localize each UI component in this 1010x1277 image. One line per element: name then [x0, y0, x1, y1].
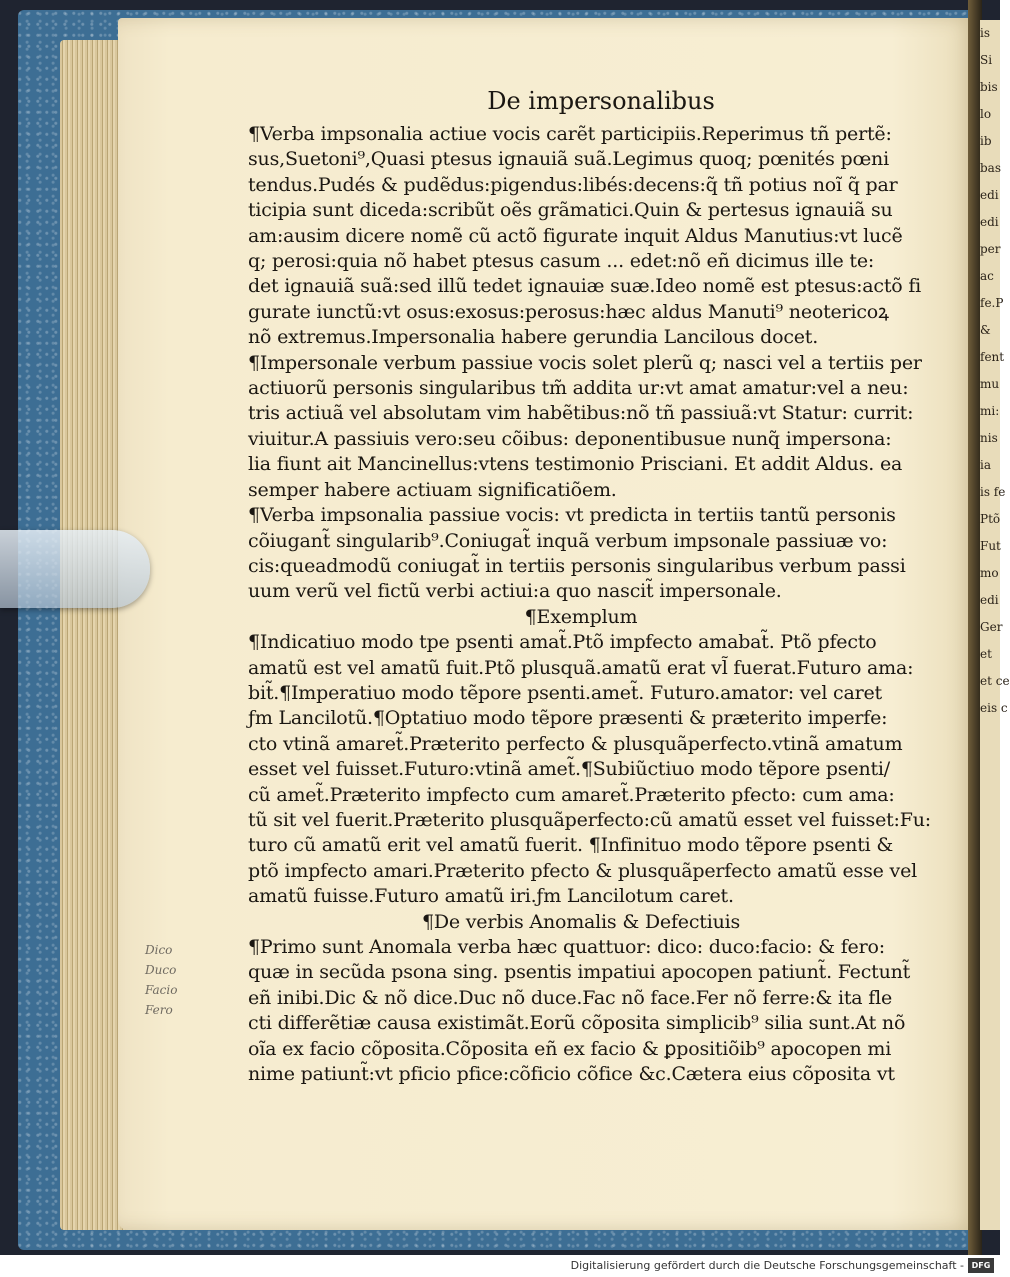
right-page-fragment: edi [980, 188, 999, 202]
right-page-fragment: fe.P [980, 296, 1004, 310]
text-line: semper habere actiuam significatiõem. [248, 478, 617, 501]
margin-note-line: Duco [145, 963, 177, 977]
right-page-fragment: bis [980, 80, 998, 94]
right-page-fragment: et ce [980, 674, 1010, 688]
margin-note-line: Fero [145, 1003, 173, 1017]
text-line: amatũ fuisse.Futuro amatũ iri.ƒm Lancilotum caret. [248, 885, 734, 908]
running-head: De impersonalibus [487, 87, 715, 115]
text-line: quæ in secũda psona sing. psentis impatiui apocopen patiunt̃. Fectunt̃ [248, 961, 911, 984]
text-line: tris actiuã vel absolutam vim habẽtibus:nõ tñ passiuã:vt Statur: currit: [248, 402, 914, 425]
text-line: uum verũ vel fictũ verbi actiui:a quo nascit̃ impersonale. [248, 580, 782, 603]
dfg-logo: DFG [968, 1258, 994, 1273]
page-text-block [248, 84, 931, 1087]
text-line: amatũ est vel amatũ fuit.Ptõ plusquã.amatũ erat vl̃ fuerat.Futuro ama: [248, 656, 914, 679]
right-page-fragment: mu [980, 377, 1000, 391]
right-page-fragment: Ger [980, 620, 1003, 634]
text-line: ¶Verba impsonalia actiue vocis carẽt participiis.Reperimus tñ pertẽ: [248, 123, 892, 145]
text-line: ¶Indicatiuo modo tpe psenti amat̃.Ptõ impfecto amabat̃. Ptõ pfecto [248, 631, 877, 654]
right-page-fragment: et [980, 647, 992, 661]
text-line: viuitur.A passiuis vero:seu cõibus: deponentibusue nunq̃ impersona: [248, 427, 892, 450]
right-page-fragment: bas [980, 161, 1001, 175]
right-page-fragment: mi: [980, 404, 1000, 418]
right-page-fragment: ia [980, 458, 991, 472]
margin-note-line: Dico [145, 943, 173, 957]
right-page-fragment: edi [980, 593, 999, 607]
right-page-fragment: ac [980, 269, 994, 283]
right-page-fragment: fent [980, 350, 1005, 364]
text-line: nime patiunt̃:vt pficio pfice:cõficio cõfice &c.Cætera eius cõposita vt [248, 1063, 895, 1086]
right-page-fragment: & [980, 323, 991, 337]
right-page-fragment: Fut [980, 539, 1001, 553]
right-page-fragment: eis c [980, 701, 1008, 715]
text-line: nõ extremus.Impersonalia habere gerundia Lancilous docet. [248, 326, 819, 349]
text-line: bit̃.¶Imperatiuo modo tẽpore psenti.amet̃. Futuro.amator: vel caret [248, 681, 882, 704]
right-page-fragment: lo [980, 107, 992, 121]
right-page-sliver [980, 20, 1010, 1230]
text-line: cti differẽtiæ causa existimãt.Eorũ cõposita simplicib⁹ silia sunt.At nõ [248, 1012, 906, 1035]
text-line: tũ sit vel fuerit.Præterito plusquãperfecto:cũ amatũ esset vel fuisset:Fu: [248, 808, 931, 831]
right-page-fragment: ib [980, 134, 992, 148]
text-line: cto vtinã amaret̃.Præterito perfecto & plusquãperfecto.vtinã amatum [248, 732, 903, 755]
text-line: tendus.Pudés & pudẽdus:pigendus:libés:decens:q̃ tñ potius noĩ q̃ par [248, 173, 898, 196]
text-line: cõiugant̃ singularib⁹.Coniugat̃ inquã verbum impsonale passiuæ vo: [248, 529, 888, 552]
text-line: am:ausim dicere nomẽ cũ actõ figurate inquit Aldus Manutius:vt lucẽ [248, 224, 903, 247]
right-page-fragment: per [980, 242, 1001, 256]
text-line: ¶Impersonale verbum passiue vocis solet plerũ q; nasci vel a tertiis per [248, 351, 922, 374]
footer-bar [0, 1255, 1000, 1277]
text-line: ticipia sunt diceda:scribũt oẽs grãmatici.Quin & pertesus ignauiã su [248, 199, 893, 222]
section-heading: ¶De verbis Anomalis & Defectiuis [421, 910, 741, 933]
text-line: lia fiunt ait Mancinellus:vtens testimonio Prisciani. Et addit Aldus. ea [248, 453, 903, 476]
text-line: ƒm Lancilotũ.¶Optatiuo modo tẽpore præsenti & præterito imperfe: [248, 707, 888, 730]
text-line: oĩa ex facio cõposita.Cõposita eñ ex facio & ꝑpositiõib⁹ apocopen mi [248, 1037, 892, 1060]
text-line: cũ amet̃.Præterito impfecto cum amaret̃.Præterito pfecto: cum ama: [248, 783, 895, 806]
text-line: ¶Primo sunt Anomala verba hæc quattuor: dico: duco:facio: & fero: [248, 936, 885, 958]
right-page-fragment: is [980, 26, 990, 40]
text-line: sus,Suetoni⁹,Quasi ptesus ignauiã suã.Legimus quoq; pœnités pœni [248, 148, 889, 171]
section-heading: ¶Exemplum [524, 605, 638, 628]
text-line: ptõ impfecto amari.Præterito pfecto & plusquãperfecto amatũ esse vel [248, 859, 917, 882]
text-line: cis:queadmodũ coniugat̃ in tertiis personis singularibus verbum passi [248, 554, 906, 577]
right-page-fragment: is fe [980, 485, 1006, 499]
text-line: gurate iunctũ:vt osus:exosus:perosus:hæc aldus Manuti⁹ neotericoꝝ [248, 300, 889, 323]
text-line: turo cũ amatũ erit vel amatũ fuerit. ¶Infinituo modo tẽpore psenti & [248, 834, 894, 857]
right-page-fragment: Ptõ [980, 512, 1001, 526]
page-holder-clip [0, 530, 150, 608]
text-line: det ignauiã suã:sed illũ tedet ignauiæ suæ.Ideo nomẽ est ptesus:actõ fi [248, 275, 922, 298]
footer-credit: Digitalisierung gefördert durch die Deutsche Forschungsgemeinschaft - [570, 1259, 964, 1272]
right-page-fragment: mo [980, 566, 999, 580]
right-page-fragment: edi [980, 215, 999, 229]
text-line: q; perosi:quia nõ habet ptesus casum ... edet:nõ eñ dicimus ille te: [248, 250, 875, 273]
right-page-fragment: Si [980, 53, 993, 67]
text-line: eñ inibi.Dic & nõ dice.Duc nõ duce.Fac nõ face.Fer nõ ferre:& ita fle [248, 986, 893, 1009]
right-page-fragment: nis [980, 431, 998, 445]
text-line: actiuorũ personis singularibus tm̃ addita ur:vt amat amatur:vel a neu: [248, 377, 909, 400]
margin-note-line: Facio [145, 983, 178, 997]
text-line: ¶Verba impsonalia passiue vocis: vt predicta in tertiis tantũ personis [248, 504, 896, 527]
text-line: esset vel fuisset.Futuro:vtinã amet̃.¶Subiũctiuo modo tẽpore psenti/ [248, 758, 890, 781]
handwritten-margin-note [145, 940, 205, 1020]
text-lines [248, 122, 931, 1087]
